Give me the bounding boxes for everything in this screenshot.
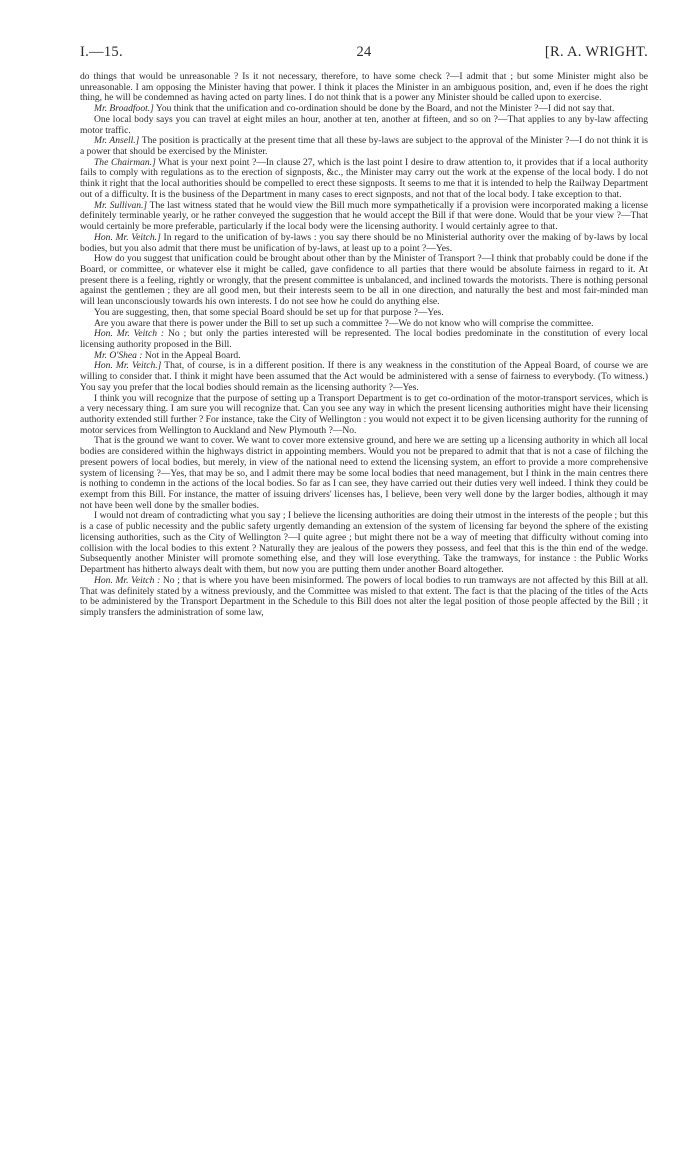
paragraph: Hon. Mr. Veitch.] That, of course, is in a different position. If there is any weakness in the constitution of the Appeal Board, of course we are willing to consider that. I think it might have been assumed that the Act would be administered with a sense of fairness to everybody. (To witness.) You say you prefer that the local bodies should remain as the licensing authority ?—Yes. [80,360,648,393]
paragraph: I think you will recognize that the purpose of setting up a Transport Department is to get co-ordination of the motor-transport services, which is a very necessary thing. I am sure you will recognize that. Can you see any way in which the present licensing authorities might have their licensing authority extended still further ? For instance, take the City of Wellington : you would not expect it to be given licensing authority for the running of motor services from Wellington to Auckland and New Plymouth ?—No. [80,392,648,436]
paragraph: Mr. O'Shea : Not in the Appeal Board. [94,349,241,361]
speaker: Hon. Mr. Veitch : [94,328,165,340]
paragraph: do things that would be unreasonable ? Is it not necessary, therefore, to have some check ?—I admit that ; but some Minister might also be unreasonable. I am opposing the Minister having that power. I think it places the Minister in an ambiguous position, and, even if he does the right thing, he will be condemned as having acted on party lines. I do not think that is a power any Minister should be called upon to exercise. [80,71,648,104]
paragraph: Mr. Sullivan.] The last witness stated that he would view the Bill much more sympathetically if a provision were incorporated making a license definitely terminable yearly, or he rather conveyed the suggestion that he would accept the Bill if that were done. Would that be your view ?—That would certainly be more preferable, particularly if the local body were the licensing authority. I would certainly agree to that. [80,199,648,233]
paragraph: You are suggesting, then, that some special Board should be set up for that purpose ?—Yes. [94,306,444,318]
speaker: Mr. O'Shea : [94,349,143,361]
paragraph: Hon. Mr. Veitch.] In regard to the unification of by-laws : you say there should be no Ministerial authority over the making of by-laws by local bodies, but you also admit that there must be unification of by-laws, at least up to a point ?—Yes. [80,231,648,254]
speaker: Mr. Ansell.] [94,135,140,147]
paragraph: One local body says you can travel at eight miles an hour, another at ten, another at fifteen, and so on ?—That applies to any by-law affecting motor traffic. [80,113,648,136]
paragraph: Mr. Ansell.] The position is practically at the present time that all these by-laws are subject to the approval of the Minister ?—I do not think it is a power that should be exercised by the Minister. [80,135,648,158]
speaker: Mr. Broadfoot.] [94,103,154,115]
paragraph: Mr. Broadfoot.] You think that the unification and co-ordination should be done by the Board, and not the Minister ?—I did not say that. [94,103,615,115]
witness-name: [R. A. WRIGHT. [544,44,648,60]
paragraph: That is the ground we want to cover. We want to cover more extensive ground, and here we are setting up a licensing authority in which all local bodies are considered within the highways district in appointing members. Would you not be prepared to admit that that is not a case of filching the present powers of local bodies, but merely, in view of the national need to extend the licensing system, an effort to provide a more comprehensive system of licensing ?—Yes, that may be so, and I admit there may be some local bodies that need management, but I think in the main centres there is nothing to condemn in the actions of the local bodies. So far as I can see, they have carried out their duties very well indeed. I think they could be exempt from this Bill. For instance, the matter of issuing drivers' licenses has, I believe, been very well done by the larger bodies, although it may not have been well done by the smaller bodies. [80,435,648,511]
speaker: The Chairman.] [94,156,156,168]
paragraph: Are you aware that there is power under the Bill to set up such a committee ?—We do not know who will comprise the committee. [94,317,594,329]
speaker: Hon. Mr. Veitch.] [94,231,161,243]
page-number: 24 [356,44,372,60]
body-text [80,72,648,619]
paragraph: The Chairman.] What is your next point ?—In clause 27, which is the last point I desire to draw attention to, it provides that if a local authority fails to comply with regulations as to the erection of signposts, &c., the Minister may carry out the work at the expense of the local body. I do not think it right that the local authorities should be compelled to erect these signposts. It seems to me that it is intended to help the Railway Department out of a difficulty. It is the business of the Department in many cases to erect signposts, and not that of the local body. I take exception to that. [80,156,648,200]
page-header [80,44,648,72]
speaker: Hon. Mr. Veitch.] [94,360,162,372]
paragraph: Hon. Mr. Veitch : No ; but only the parties interested will be represented. The local bodies predominate in the constitution of every local licensing authority proposed in the Bill. [80,328,648,350]
speaker: Hon. Mr. Veitch : [94,574,161,586]
paragraph: Hon. Mr. Veitch : No ; that is where you have been misinformed. The powers of local bodies to run tramways are not affected by this Bill at all. That was definitely stated by a witness previously, and the Committee was misled to that extent. The fact is that the placing of the titles of the Acts to be administered by the Transport Department in the Schedule to this Bill does not alter the legal position of those people affected by the Bill ; it simply transfers the administration of some law, [80,574,648,618]
document-reference: I.—15. [80,44,123,60]
paragraph: How do you suggest that unification could be brought about other than by the Minister of Transport ?—I think that probably could be done if the Board, or committee, or whatever else it might be called, gave confidence to all parties that there would be absolute fairness in regard to it. At present there is a feeling, rightly or wrongly, that the present committee is unbalanced, and inclined towards the motorists. There is nothing personal against the gentlemen ; they are all good men, but their interests seem to be all in one direction, and naturally the best and most fair-minded man will lean unconsciously towards his own interests. I do not see how he could do anything else. [80,253,648,308]
paragraph: I would not dream of contradicting what you say ; I believe the licensing authorities are doing their utmost in the interests of the people ; but this is a case of public necessity and the public safety urgently demanding an extension of the system of licensing far beyond the sphere of the existing licensing authorities, such as the City of Wellington ?—I quite agree ; but might there not be a way of meeting that difficulty without coming into collision with the local bodies to this extent ? Naturally they are jealous of the powers they possess, and feel that this is the thin end of the wedge. Subsequently another Minister will promote something else, and they will lose everything. Take the tramways, for instance : the Public Works Department has hitherto always dealt with them, but now you are putting them under another Board altogether. [80,510,648,576]
speaker: Mr. Sullivan.] [94,199,148,211]
